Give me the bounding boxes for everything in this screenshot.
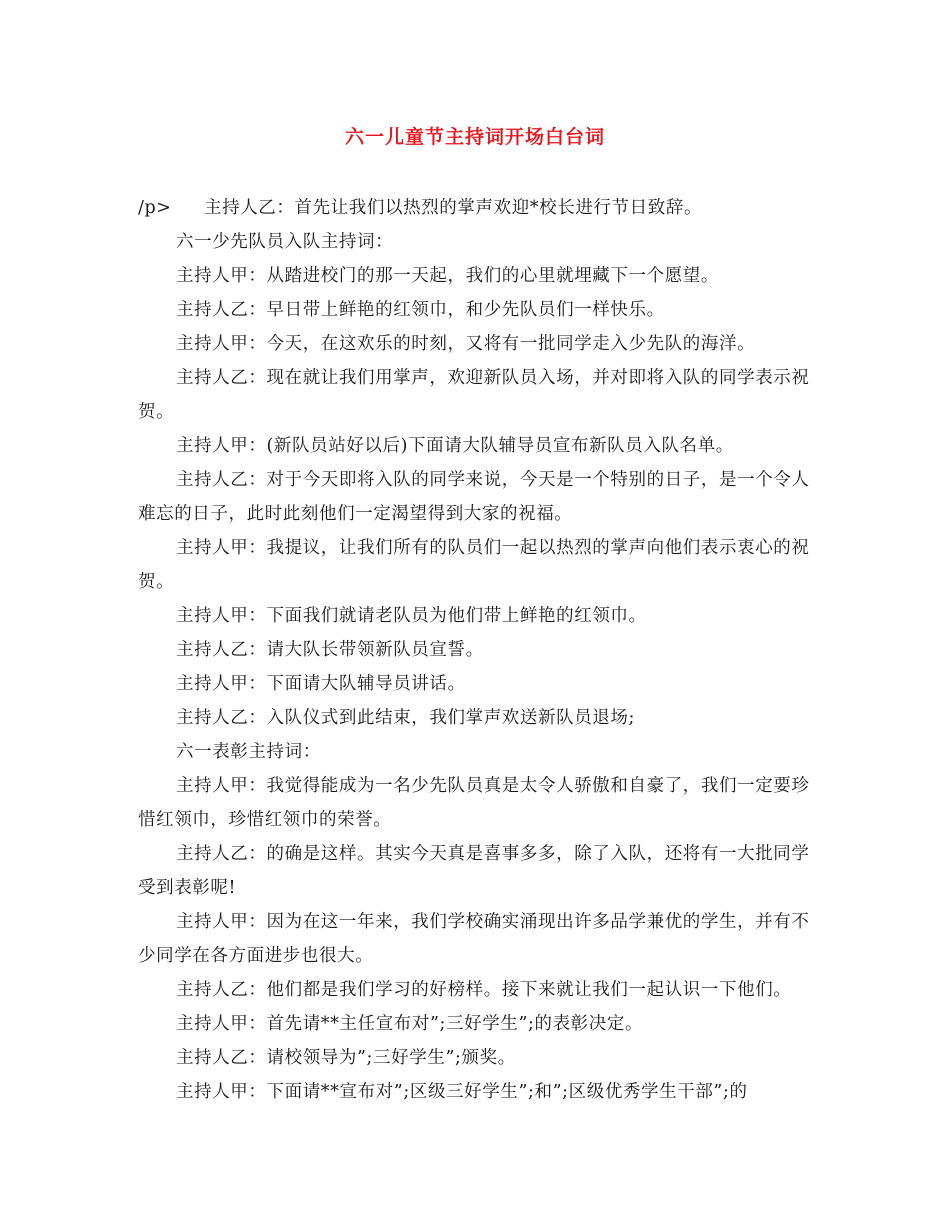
document-body <box>138 191 814 1109</box>
paragraph: 主持人甲：下面请大队辅导员讲话。 <box>176 674 466 694</box>
paragraph: 主持人甲：我觉得能成为一名少先队员真是太令人骄傲和自豪了，我们一定要珍惜红领巾，珍惜红领巾的荣誉。 <box>138 776 810 830</box>
paragraph: 六一少先队员入队主持词： <box>176 232 394 252</box>
paragraph: 主持人甲：下面我们就请老队员为他们带上鲜艳的红领巾。 <box>176 606 647 626</box>
paragraph: 主持人甲：我提议，让我们所有的队员们一起以热烈的掌声向他们表示衷心的祝贺。 <box>138 538 810 592</box>
paragraph: 主持人甲：首先请**主任宣布对”;三好学生”;的表彰决定。 <box>176 1014 644 1034</box>
paragraph: 主持人甲：(新队员站好以后)下面请大队辅导员宣布新队员入队名单。 <box>176 436 734 456</box>
paragraph: 主持人乙：现在就让我们用掌声，欢迎新队员入场，并对即将入队的同学表示祝贺。 <box>138 368 810 422</box>
paragraph: 主持人甲：下面请**宣布对”;区级三好学生”;和”;区级优秀学生干部”;的 <box>176 1082 748 1102</box>
paragraph: 主持人甲：因为在这一年来，我们学校确实涌现出许多品学兼优的学生，并有不少同学在各方面进步也很大。 <box>138 912 810 966</box>
paragraph <box>138 191 814 225</box>
paragraph: 主持人乙：对于今天即将入队的同学来说，今天是一个特别的日子，是一个令人难忘的日子，此时此刻他们一定渴望得到大家的祝福。 <box>138 470 810 524</box>
paragraph-text: 主持人乙：首先让我们以热烈的掌声欢迎*校长进行节日致辞。 <box>204 198 703 218</box>
paragraph: 主持人乙：早日带上鲜艳的红领巾，和少先队员们一样快乐。 <box>176 300 665 320</box>
stray-tag-text: /p> <box>138 198 172 218</box>
paragraph: 主持人乙：他们都是我们学习的好榜样。接下来就让我们一起认识一下他们。 <box>176 980 792 1000</box>
paragraph: 主持人乙：请大队长带领新队员宣誓。 <box>176 640 484 660</box>
paragraph: 六一表彰主持词： <box>176 742 321 762</box>
paragraph: 主持人乙：请校领导为”;三好学生”;颁奖。 <box>176 1048 516 1068</box>
paragraph: 主持人甲：从踏进校门的那一天起，我们的心里就埋藏下一个愿望。 <box>176 266 719 286</box>
paragraph: 主持人甲：今天，在这欢乐的时刻，又将有一批同学走入少先队的海洋。 <box>176 334 756 354</box>
document-title: 六一儿童节主持词开场白台词 <box>344 126 605 148</box>
paragraph: 主持人乙：入队仪式到此结束，我们掌声欢送新队员退场; <box>176 708 635 728</box>
paragraph: 主持人乙：的确是这样。其实今天真是喜事多多，除了入队，还将有一大批同学受到表彰呢! <box>138 844 810 898</box>
